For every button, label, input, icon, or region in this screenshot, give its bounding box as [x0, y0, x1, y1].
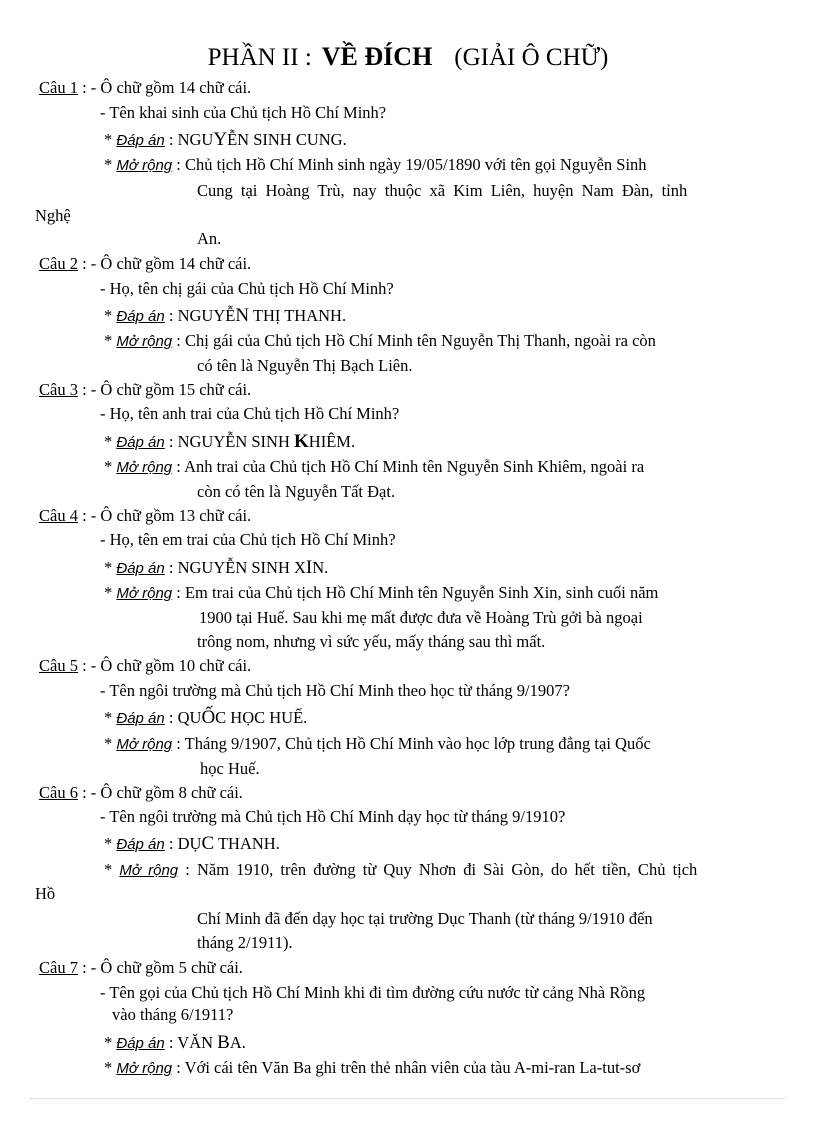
question-label: Câu 5	[39, 656, 78, 675]
question-1-header	[39, 78, 251, 98]
expand-line: 1900 tại Huế. Sau khi mẹ mất được đưa về Hoàng Trù gởi bà ngoại	[199, 608, 643, 627]
answer-part: HIÊM.	[308, 432, 356, 451]
answer-label: Đáp án	[116, 434, 165, 451]
question-label: Câu 3	[39, 380, 78, 399]
question-4-expand: * Mở rộng : Em trai của Chủ tịch Hồ Chí Minh tên Nguyễn Sinh Xin, sinh cuối năm	[104, 583, 659, 602]
question-1-answer: * Đáp án : NGUYỄN SINH CUNG.	[104, 129, 347, 150]
letter-count: : - Ô chữ gồm 5 chữ cái.	[82, 958, 243, 977]
expand-label: Mở rộng	[116, 333, 173, 350]
question-5-header	[39, 656, 251, 676]
answer-key-letter: I	[305, 557, 313, 578]
answer-label: Đáp án	[116, 132, 165, 149]
question-5-answer: * Đáp án : QUỐC HỌC HUẾ.	[104, 707, 308, 728]
answer-key-letter: B	[217, 1032, 230, 1053]
question-7-header	[39, 958, 243, 978]
answer-part: NGU	[177, 130, 214, 149]
letter-count: : - Ô chữ gồm 13 chữ cái.	[82, 506, 252, 525]
page-bottom-divider	[30, 1098, 786, 1099]
expand-label: Mở rộng	[116, 157, 173, 174]
expand-line: : Anh trai của Chủ tịch Hồ Chí Minh tên Nguyễn Sinh Khiêm, ngoài ra	[176, 457, 645, 476]
question-2-text: - Họ, tên chị gái của Chủ tịch Hồ Chí Minh?	[100, 279, 394, 298]
question-2-header	[39, 254, 251, 274]
question-4-text: - Họ, tên em trai của Chủ tịch Hồ Chí Minh?	[100, 530, 396, 549]
answer-label: Đáp án	[116, 836, 165, 853]
answer-key-letter: Y	[213, 129, 228, 150]
page-title	[0, 42, 816, 72]
expand-label: Mở rộng	[116, 459, 173, 476]
expand-line: Cung tại Hoàng Trù, nay thuộc xã Kim Liên, huyện Nam Đàn, tỉnh	[197, 181, 688, 200]
expand-label: Mở rộng	[116, 1060, 173, 1077]
letter-count: : - Ô chữ gồm 14 chữ cái.	[82, 254, 252, 273]
answer-part: NGUYỄ	[177, 306, 236, 325]
question-1-text: - Tên khai sinh của Chủ tịch Hồ Chí Minh?	[100, 103, 387, 122]
expand-line: Chí Minh đã đến dạy học tại trường Dục Thanh (từ tháng 9/1910 đến	[197, 909, 653, 928]
question-5-text: - Tên ngôi trường mà Chủ tịch Hồ Chí Minh theo học từ tháng 9/1907?	[100, 681, 570, 700]
expand-line: có tên là Nguyễn Thị Bạch Liên.	[197, 356, 413, 375]
expand-line: Nghệ	[35, 206, 71, 225]
title-part: PHẦN II :	[207, 44, 312, 71]
answer-part: ỄN SINH CUNG.	[227, 130, 347, 149]
question-3-expand: * Mở rộng : Anh trai của Chủ tịch Hồ Chí Minh tên Nguyễn Sinh Khiêm, ngoài ra	[104, 457, 645, 476]
answer-label: Đáp án	[116, 1035, 165, 1052]
answer-part: VĂN	[177, 1033, 218, 1052]
question-5-expand: * Mở rộng : Tháng 9/1907, Chủ tịch Hồ Chí Minh vào học lớp trung đẳng tại Quốc	[104, 734, 651, 753]
expand-line: : Tháng 9/1907, Chủ tịch Hồ Chí Minh vào học lớp trung đẳng tại Quốc	[176, 734, 651, 753]
question-7-text-cont: vào tháng 6/1911?	[112, 1005, 234, 1024]
question-label: Câu 1	[39, 78, 78, 97]
letter-count: : - Ô chữ gồm 10 chữ cái.	[82, 656, 252, 675]
question-label: Câu 6	[39, 783, 78, 802]
answer-part: N.	[312, 558, 329, 577]
question-label: Câu 7	[39, 958, 78, 977]
question-label: Câu 2	[39, 254, 78, 273]
expand-line: tháng 2/1911).	[197, 933, 293, 952]
expand-line: Hồ	[35, 884, 56, 903]
answer-key-letter: K	[294, 431, 309, 452]
question-6-text: - Tên ngôi trường mà Chủ tịch Hồ Chí Minh dạy học từ tháng 9/1910?	[100, 807, 566, 826]
question-6-header	[39, 783, 243, 803]
title-name: VỀ ĐÍCH	[321, 42, 433, 71]
question-3-header	[39, 380, 251, 400]
expand-line: An.	[197, 229, 222, 248]
answer-part: THỊ THANH.	[249, 306, 347, 325]
title-sub: (GIẢI Ô CHỮ)	[454, 44, 609, 71]
question-6-expand: * Mở rộng : Năm 1910, trên đường từ Quy Nhơn đi Sài Gòn, do hết tiền, Chủ tịch	[104, 860, 698, 879]
question-3-text: - Họ, tên anh trai của Chủ tịch Hồ Chí Minh?	[100, 404, 400, 423]
question-6-answer: * Đáp án : DỤC THANH.	[104, 833, 280, 854]
letter-count: : - Ô chữ gồm 14 chữ cái.	[82, 78, 252, 97]
answer-part: QU	[177, 708, 202, 727]
question-7-text: - Tên gọi của Chủ tịch Hồ Chí Minh khi đi tìm đường cứu nước từ cảng Nhà Rồng	[100, 983, 646, 1002]
expand-line: còn có tên là Nguyễn Tất Đạt.	[197, 482, 396, 501]
expand-line: : Với cái tên Văn Ba ghi trên thẻ nhân viên của tàu A-mi-ran La-tut-sơ	[176, 1058, 641, 1077]
question-4-answer: * Đáp án : NGUYỄN SINH XIN.	[104, 557, 329, 578]
answer-part: A.	[229, 1033, 246, 1052]
answer-key-letter: Ố	[201, 707, 216, 728]
expand-label: Mở rộng	[116, 736, 173, 753]
answer-label: Đáp án	[116, 560, 165, 577]
expand-label: Mở rộng	[119, 862, 179, 879]
expand-line: : Em trai của Chủ tịch Hồ Chí Minh tên Nguyễn Sinh Xin, sinh cuối năm	[176, 583, 659, 602]
question-3-answer: * Đáp án : NGUYỄN SINH KHIÊM.	[104, 431, 356, 452]
question-1-expand: * Mở rộng : Chủ tịch Hồ Chí Minh sinh ngày 19/05/1890 với tên gọi Nguyễn Sinh	[104, 155, 647, 174]
answer-part: THANH.	[214, 834, 280, 853]
expand-line: : Chủ tịch Hồ Chí Minh sinh ngày 19/05/1890 với tên gọi Nguyễn Sinh	[176, 155, 647, 174]
expand-line: : Chị gái của Chủ tịch Hồ Chí Minh tên Nguyễn Thị Thanh, ngoài ra còn	[176, 331, 656, 350]
question-4-header	[39, 506, 251, 526]
answer-label: Đáp án	[116, 308, 165, 325]
expand-line: học Huế.	[200, 759, 260, 778]
question-2-answer: * Đáp án : NGUYỄN THỊ THANH.	[104, 305, 347, 326]
answer-key-letter: C	[201, 833, 215, 854]
question-7-answer: * Đáp án : VĂN BA.	[104, 1032, 246, 1053]
answer-key-letter: N	[235, 305, 250, 326]
answer-label: Đáp án	[116, 710, 165, 727]
answer-part: C HỌC HUẾ.	[215, 708, 308, 727]
answer-part: NGUYỄN SINH	[177, 432, 295, 451]
question-label: Câu 4	[39, 506, 78, 525]
letter-count: : - Ô chữ gồm 8 chữ cái.	[82, 783, 243, 802]
question-2-expand: * Mở rộng : Chị gái của Chủ tịch Hồ Chí Minh tên Nguyễn Thị Thanh, ngoài ra còn	[104, 331, 656, 350]
answer-part: NGUYỄN SINH X	[177, 558, 306, 577]
expand-line: : Năm 1910, trên đường từ Quy Nhơn đi Sài Gòn, do hết tiền, Chủ tịch	[185, 860, 698, 879]
expand-label: Mở rộng	[116, 585, 173, 602]
answer-part: DỤ	[177, 834, 202, 853]
expand-line: trông nom, nhưng vì sức yếu, mấy tháng sau thì mất.	[197, 632, 546, 651]
question-7-expand: * Mở rộng : Với cái tên Văn Ba ghi trên thẻ nhân viên của tàu A-mi-ran La-tut-sơ	[104, 1058, 641, 1077]
letter-count: : - Ô chữ gồm 15 chữ cái.	[82, 380, 252, 399]
